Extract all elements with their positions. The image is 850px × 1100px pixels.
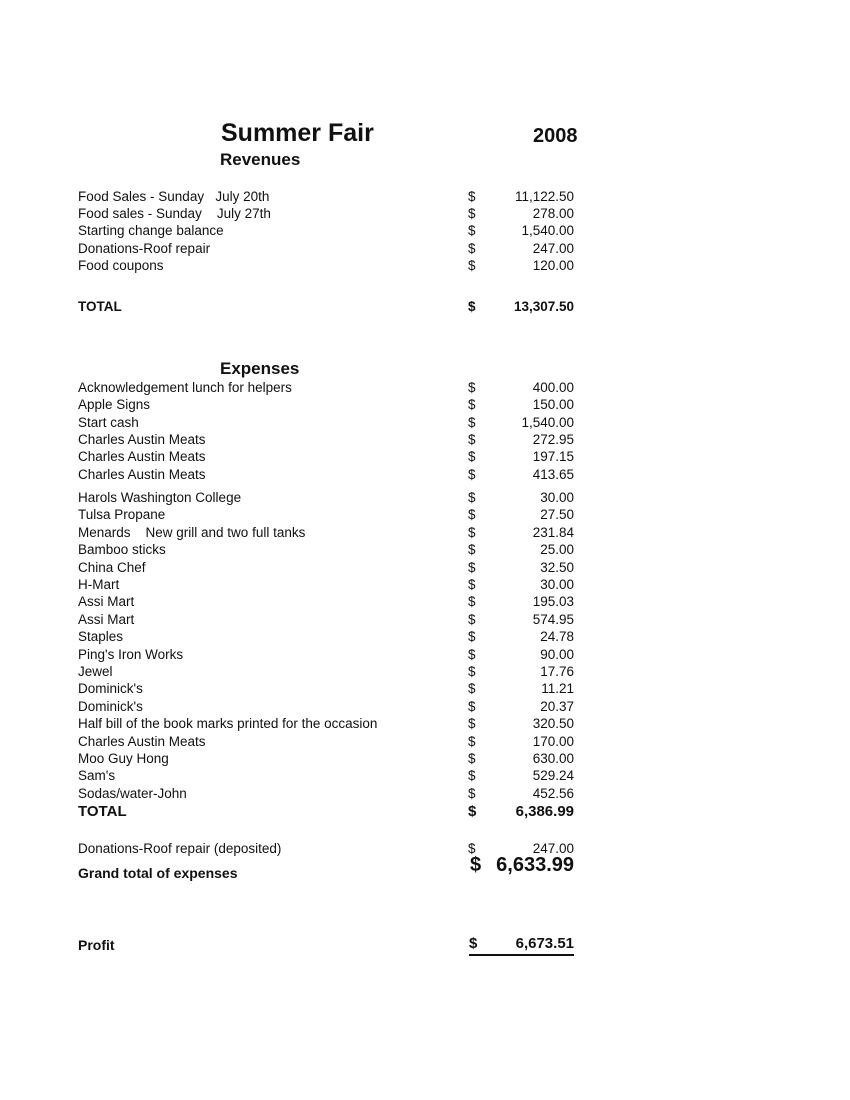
expenses-total-label: TOTAL (78, 803, 127, 820)
line-item-amount: 11,122.50 (514, 189, 574, 204)
line-item-currency: $ (468, 414, 476, 430)
line-item-amount: 278.00 (532, 206, 574, 221)
line-item-row (78, 506, 574, 523)
line-item-row (78, 715, 574, 732)
line-item-currency: $ (468, 733, 476, 749)
revenues-total-row (78, 298, 574, 315)
line-item-currency: $ (468, 664, 476, 679)
line-item-row (78, 646, 574, 663)
line-item-currency: $ (468, 716, 476, 732)
line-item-amount: 30.00 (540, 490, 574, 505)
profit-value (469, 935, 574, 956)
line-item-row (78, 698, 574, 715)
line-item-label: Sodas/water-John (78, 785, 187, 801)
expenses-heading: Expenses (220, 359, 300, 378)
line-item-amount: 170.00 (532, 733, 574, 749)
line-item-currency: $ (468, 594, 476, 610)
grand-total-currency: $ (470, 854, 482, 876)
line-item-amount: 413.65 (532, 466, 574, 482)
line-item-currency: $ (468, 611, 476, 627)
line-item-currency: $ (468, 431, 476, 447)
line-item-row (78, 431, 574, 448)
line-item-amount: 195.03 (532, 594, 574, 610)
deposit-currency: $ (468, 841, 476, 856)
revenues-total-amount: 13,307.50 (513, 299, 574, 314)
line-item-row (78, 414, 574, 431)
revenues-total-label: TOTAL (78, 299, 122, 314)
line-item-row (78, 222, 574, 239)
line-item-row (78, 489, 574, 506)
expenses-total-currency: $ (468, 803, 477, 820)
profit-row (78, 937, 574, 954)
line-item-label: Assi Mart (78, 611, 135, 627)
line-item-label: Staples (78, 629, 124, 645)
line-item-amount: 1,540.00 (521, 223, 574, 238)
deposit-label: Donations-Roof repair (deposited) (78, 841, 282, 856)
grand-total-amount: 6,633.99 (496, 854, 574, 876)
line-item-currency: $ (468, 507, 476, 523)
line-item-label: Sam's (78, 768, 116, 784)
line-item-currency: $ (468, 629, 476, 645)
line-item-currency: $ (468, 490, 476, 505)
line-item-label: Charles Austin Meats (78, 466, 206, 482)
line-item-amount: 529.24 (532, 768, 574, 784)
line-item-label: Acknowledgement lunch for helpers (78, 380, 292, 395)
line-item-currency: $ (468, 189, 476, 204)
line-item-currency: $ (468, 751, 476, 766)
line-item-row (78, 733, 574, 750)
profit-currency: $ (469, 935, 478, 952)
line-item-row (78, 541, 574, 558)
line-item-label: Jewel (78, 664, 113, 679)
line-item-currency: $ (468, 223, 476, 238)
line-item-label: H-Mart (78, 577, 120, 592)
line-item-currency: $ (468, 466, 476, 482)
grand-total-label: Grand total of expenses (78, 865, 238, 881)
deposit-amount: 247.00 (532, 841, 574, 856)
line-item-amount: 400.00 (532, 380, 574, 395)
line-item-amount: 452.56 (532, 785, 574, 801)
line-item-row (78, 205, 574, 222)
line-item-row (78, 663, 574, 680)
line-item-row (78, 257, 574, 274)
line-item-label: China Chef (78, 559, 146, 575)
line-item-currency: $ (468, 785, 476, 801)
line-item-label: Half bill of the book marks printed for the occasion (78, 716, 378, 732)
line-item-label: Starting change balance (78, 223, 224, 238)
line-item-currency: $ (468, 577, 476, 592)
line-item-currency: $ (468, 241, 476, 256)
line-item-label: Charles Austin Meats (78, 449, 206, 465)
line-item-row (78, 379, 574, 396)
line-item-row (78, 576, 574, 593)
line-item-row (78, 524, 574, 541)
line-item-currency: $ (468, 449, 476, 465)
document-year: 2008 (533, 125, 578, 147)
line-item-amount: 574.95 (532, 611, 574, 627)
revenues-total-currency: $ (468, 299, 476, 314)
expenses-total-amount: 6,386.99 (515, 803, 574, 820)
line-item-amount: 30.00 (540, 577, 574, 592)
line-item-row (78, 396, 574, 413)
line-item-label: Food coupons (78, 258, 164, 273)
line-item-label: Tulsa Propane (78, 507, 166, 523)
line-item-row (78, 680, 574, 697)
line-item-row (78, 448, 574, 465)
line-item-label: Food Sales - Sunday July 20th (78, 189, 270, 204)
line-item-amount: 11.21 (541, 681, 574, 697)
line-item-currency: $ (468, 524, 476, 540)
line-item-amount: 27.50 (540, 507, 574, 523)
line-item-currency: $ (468, 258, 476, 273)
line-item-amount: 150.00 (532, 397, 574, 413)
profit-amount: 6,673.51 (515, 935, 574, 952)
line-item-currency: $ (468, 681, 476, 697)
line-item-label: Food sales - Sunday July 27th (78, 206, 271, 221)
line-item-label: Apple Signs (78, 397, 151, 413)
line-item-row (78, 466, 574, 483)
line-item-label: Moo Guy Hong (78, 751, 169, 766)
line-item-label: Charles Austin Meats (78, 733, 206, 749)
line-item-row (78, 593, 574, 610)
line-item-amount: 1,540.00 (521, 414, 574, 430)
line-item-label: Assi Mart (78, 594, 135, 610)
line-item-currency: $ (468, 698, 476, 714)
line-item-amount: 120.00 (532, 258, 574, 273)
line-item-row (78, 750, 574, 767)
line-item-currency: $ (468, 206, 476, 221)
line-item-label: Donations-Roof repair (78, 241, 211, 256)
expenses-total-row (78, 803, 574, 820)
line-item-row (78, 785, 574, 802)
line-item-amount: 197.15 (532, 449, 574, 465)
line-item-amount: 20.37 (540, 698, 574, 714)
profit-label: Profit (78, 937, 115, 953)
line-item-label: Charles Austin Meats (78, 431, 206, 447)
line-item-row (78, 767, 574, 784)
line-item-label: Menards New grill and two full tanks (78, 524, 306, 540)
line-item-label: Dominick's (78, 681, 143, 697)
line-item-currency: $ (468, 397, 476, 413)
line-item-currency: $ (468, 768, 476, 784)
line-item-amount: 247.00 (532, 241, 574, 256)
grand-total-row (78, 854, 574, 881)
line-item-row (78, 240, 574, 257)
line-item-currency: $ (468, 542, 476, 558)
line-item-label: Start cash (78, 414, 139, 430)
line-item-amount: 272.95 (532, 431, 574, 447)
document-title: Summer Fair (221, 119, 374, 147)
line-item-amount: 90.00 (540, 646, 574, 662)
line-item-label: Harols Washington College (78, 490, 242, 505)
line-item-amount: 24.78 (540, 629, 574, 645)
line-item-row (78, 628, 574, 645)
line-item-amount: 17.76 (540, 664, 574, 679)
line-item-amount: 630.00 (532, 751, 574, 766)
line-item-currency: $ (468, 380, 476, 395)
line-item-label: Ping's Iron Works (78, 646, 184, 662)
line-item-label: Dominick's (78, 698, 143, 714)
line-item-amount: 231.84 (532, 524, 574, 540)
line-item-currency: $ (468, 559, 476, 575)
line-item-row (78, 559, 574, 576)
line-item-label: Bamboo sticks (78, 542, 166, 558)
line-item-currency: $ (468, 646, 476, 662)
line-item-amount: 32.50 (540, 559, 574, 575)
revenues-heading: Revenues (220, 150, 301, 169)
line-item-row (78, 611, 574, 628)
line-item-row (78, 188, 574, 205)
line-item-amount: 320.50 (532, 716, 574, 732)
line-item-amount: 25.00 (540, 542, 574, 558)
